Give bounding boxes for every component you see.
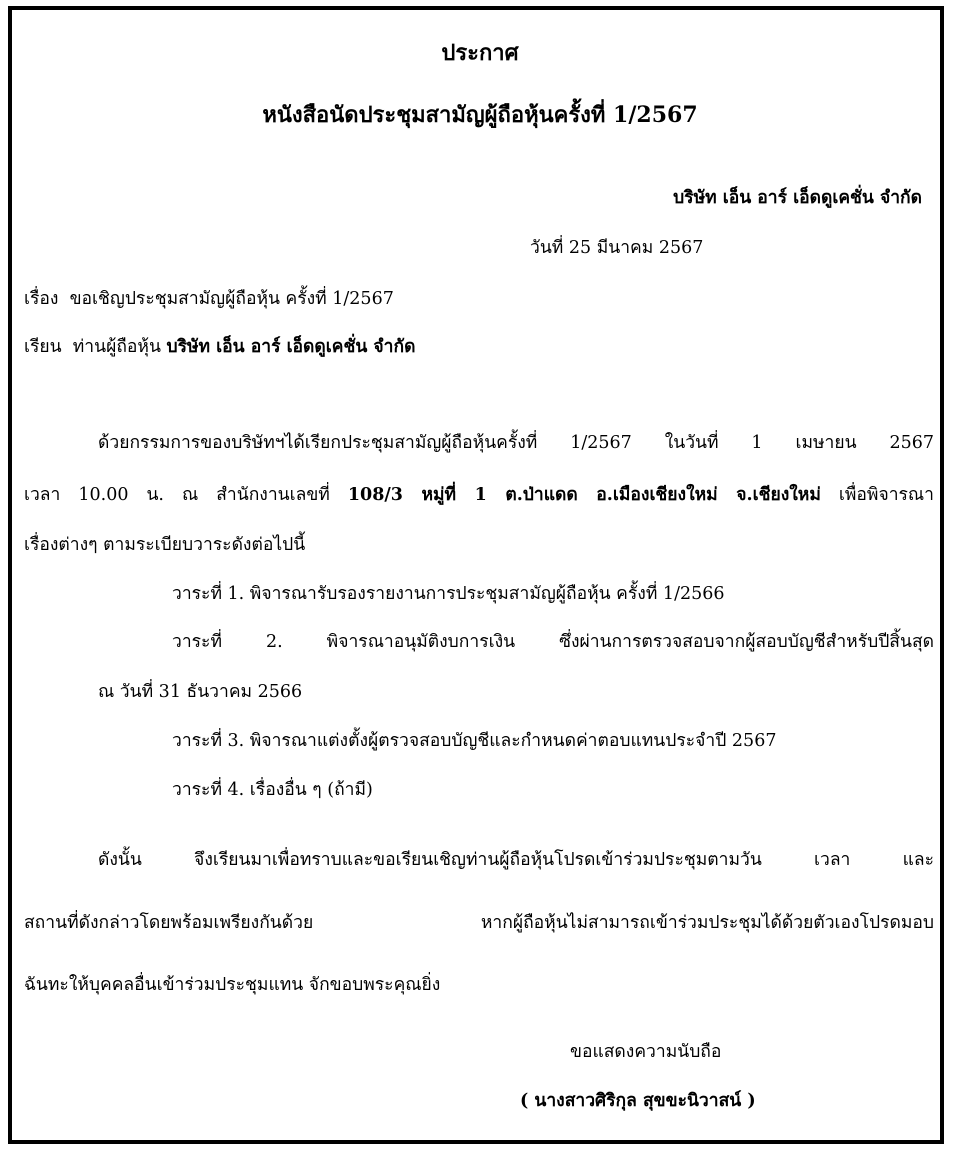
agenda-item-1: วาระที่ 1. พิจารณารับรองรายงานการประชุมสามัญผู้ถือหุ้น ครั้งที่ 1/2566 (172, 584, 725, 604)
subject-text: ขอเชิญประชุมสามัญผู้ถือหุ้น ครั้งที่ 1/2567 (69, 289, 394, 309)
body-line-2 (24, 483, 934, 507)
recipient-label: เรียน (24, 337, 62, 357)
agenda-item-2-line-2: ณ วันที่ 31 ธันวาคม 2566 (98, 682, 303, 702)
subject-line (24, 287, 394, 311)
document-heading: ประกาศ (441, 40, 519, 66)
agenda-item-2-line-1: วาระที่ 2. พิจารณาอนุมัติงบการเงิน ซึ่งผ่านการตรวจสอบจากผู้สอบบัญชีสำหรับปีสิ้นสุด (172, 632, 934, 652)
company-line: บริษัท เอ็น อาร์ เอ็ดดูเคชั่น จำกัด (673, 188, 922, 208)
meeting-address: 108/3 หมู่ที่ 1 ต.ป่าแดด อ.เมืองเชียงใหม่ จ.เชียงใหม่ (347, 485, 821, 505)
date-line: วันที่ 25 มีนาคม 2567 (530, 238, 704, 258)
body-line-2-prefix: เวลา 10.00 น. ณ สำนักงานเลขที่ (24, 485, 330, 505)
agenda-item-3: วาระที่ 3. พิจารณาแต่งตั้งผู้ตรวจสอบบัญชีและกำหนดค่าตอบแทนประจำปี 2567 (172, 731, 777, 751)
closing-line-1: ดังนั้น จึงเรียนมาเพื่อทราบและขอเรียนเชิญท่านผู้ถือหุ้นโปรดเข้าร่วมประชุมตามวัน เวลา และ (98, 850, 934, 870)
document-subheading: หนังสือนัดประชุมสามัญผู้ถือหุ้นครั้งที่ 1/2567 (262, 102, 698, 128)
closing-line-3: ฉันทะให้บุคคลอื่นเข้าร่วมประชุมแทน จักขอบพระคุณยิ่ง (24, 975, 441, 995)
signature-salutation: ขอแสดงความนับถือ (570, 1042, 722, 1062)
body-line-3: เรื่องต่างๆ ตามระเบียบวาระดังต่อไปนี้ (24, 535, 306, 555)
signature-name: ( นางสาวศิริกุล สุขขะนิวาสน์ ) (520, 1091, 756, 1111)
recipient-company: บริษัท เอ็น อาร์ เอ็ดดูเคชั่น จำกัด (166, 337, 416, 357)
body-line-1: ด้วยกรรมการของบริษัทฯได้เรียกประชุมสามัญผู้ถือหุ้นครั้งที่ 1/2567 ในวันที่ 1 เมษายน 2567 (98, 433, 934, 453)
closing-line-2: สถานที่ดังกล่าวโดยพร้อมเพรียงกันด้วย หากผู้ถือหุ้นไม่สามารถเข้าร่วมประชุมได้ด้วยตัวเองโปรดมอบ (24, 913, 934, 933)
recipient-line (24, 335, 415, 359)
body-line-2-suffix: เพื่อพิจารณา (838, 485, 934, 505)
agenda-item-4: วาระที่ 4. เรื่องอื่น ๆ (ถ้ามี) (172, 780, 373, 800)
recipient-text: ท่านผู้ถือหุ้น (72, 337, 161, 357)
subject-label: เรื่อง (24, 289, 59, 309)
